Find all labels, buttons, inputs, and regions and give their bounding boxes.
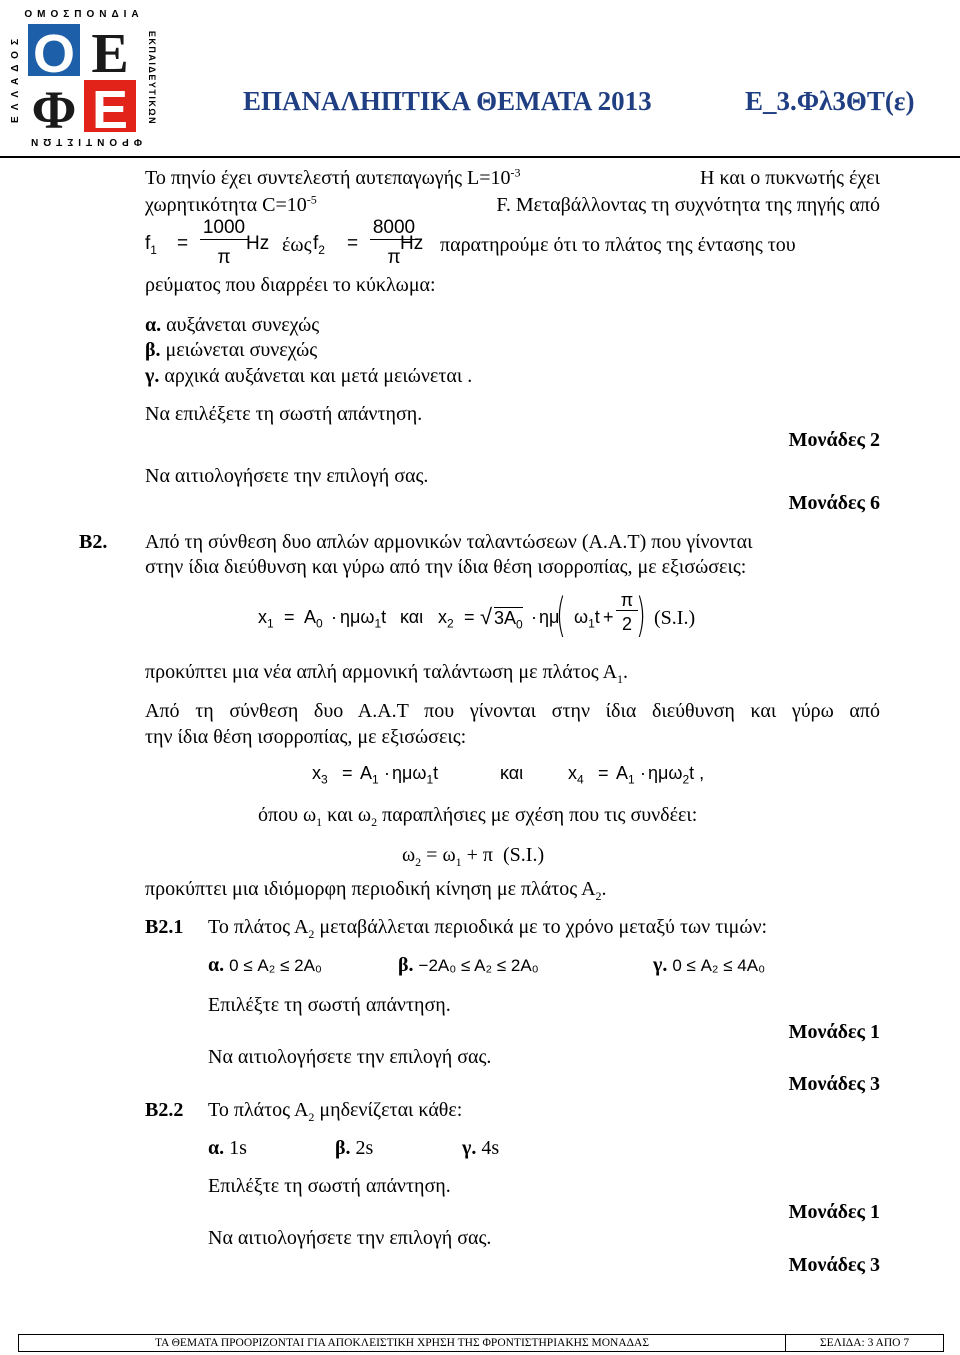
- b2-equation-2: $x_3$ = $A_1$ · ημω$_1$t και $x_4$ = $A_1$ · ημω$_2$t ,: [312, 763, 705, 787]
- footer-notice: ΤΑ ΘΕΜΑΤΑ ΠΡΟΟΡΙΖΟΝΤΑΙ ΓΙΑ ΑΠΟΚΛΕΙΣΤΙΚΗ ΧΡΗΣΗ ΤΗΣ ΦΡΟΝΤΙΣΤΗΡΙΑΚΗΣ ΜΟΝΑΔΑΣ: [19, 1335, 786, 1351]
- b21-option-c: γ. 0 ≤ A₂ ≤ 4A₀: [653, 954, 766, 976]
- p1-option-c: γ. αρχικά αυξάνεται και μετά μειώνεται .: [145, 365, 473, 387]
- p1-option-b: β. μειώνεται συνεχώς: [145, 339, 318, 361]
- b2-relation: $\omega_2 = \omega_1 + \pi$ (S.I.): [402, 844, 545, 869]
- b2-label: Β2.: [79, 531, 108, 553]
- header-rule: [0, 156, 960, 158]
- b21-option-a: α. 0 ≤ A₂ ≤ 2A₀: [208, 954, 322, 976]
- b21-label: Β2.1: [145, 916, 184, 938]
- logo-letter-e2: Ε: [91, 80, 129, 140]
- b22-units-justify: Μονάδες 3: [788, 1254, 880, 1276]
- logo-ring-left: ΕΛΛΑΔΟΣ: [10, 33, 21, 123]
- b22-choose: Επιλέξτε τη σωστή απάντηση.: [208, 1175, 451, 1197]
- b22-option-a: α. 1s: [208, 1137, 247, 1159]
- b21-units-choose: Μονάδες 1: [788, 1021, 880, 1043]
- p1-line4: ρεύματος που διαρρέει το κύκλωμα:: [145, 274, 436, 296]
- b21-choose: Επιλέξτε τη σωστή απάντηση.: [208, 994, 451, 1016]
- ofe-logo-graphic: [6, 4, 158, 152]
- p1-line1-tail: H και ο πυκνωτής έχει: [700, 167, 880, 189]
- logo-ring-top: ΟΜΟΣΠΟΝΔΙΑ: [24, 9, 144, 20]
- b22-label: Β2.2: [145, 1099, 184, 1121]
- b2-where: όπου $\omega_1$ και $\omega_2$ παραπλήσιες με σχέση που τις συνδέει:: [258, 804, 698, 829]
- p1-line1-text: Το πηνίο έχει συντελεστή αυτεπαγωγής $L=10^{-3}$: [145, 165, 521, 189]
- p1-line1: [145, 166, 880, 190]
- b2-eq1-units: (S.I.): [654, 607, 696, 629]
- footer-page-number: ΣΕΛΙΔΑ: 3 ΑΠΟ 7: [819, 1337, 910, 1349]
- p1-line2: χωρητικότητα $C=10^{-5}$ F. Μεταβάλλοντας τη συχνότητα της πηγής από: [145, 192, 880, 216]
- b2-para2-line1: Από τη σύνθεση δυο Α.Α.Τ που γίνονται στην ίδια διεύθυνση και γύρω από: [145, 700, 880, 722]
- b2-result1: προκύπτει μια νέα απλή αρμονική ταλάντωση με πλάτος $A_1$.: [145, 661, 629, 686]
- b2-intro1: Από τη σύνθεση δυο απλών αρμονικών ταλαντώσεων (Α.Α.Τ) που γίνονται: [145, 531, 753, 553]
- p1-option-a: α. αυξάνεται συνεχώς: [145, 314, 320, 336]
- header-title: ΕΠΑΝΑΛΗΠΤΙΚΑ ΘΕΜΑΤΑ 2013: [243, 86, 652, 116]
- p1-line3-tail: παρατηρούμε ότι το πλάτος της έντασης του: [440, 234, 796, 256]
- p1-choose: Να επιλέξετε τη σωστή απάντηση.: [145, 403, 423, 425]
- logo-letter-o: Ο: [32, 24, 76, 84]
- p1-justify: Να αιτιολογήσετε την επιλογή σας.: [145, 465, 429, 487]
- p1-units-choose: Μονάδες 2: [788, 429, 880, 451]
- logo-ring-bottom: ΦΡΟΝΤΙΣΤΩΝ: [26, 136, 142, 147]
- b21-justify: Να αιτιολογήσετε την επιλογή σας.: [208, 1046, 492, 1068]
- logo-ring-right: ΕΚΠΑΙΔΕΥΤΙΚΩΝ: [147, 30, 157, 126]
- b22-units-choose: Μονάδες 1: [788, 1201, 880, 1223]
- b22-option-b: β. 2s: [335, 1137, 374, 1159]
- b21-question: Το πλάτος $A_2$ μεταβάλλεται περιοδικά με το χρόνο μεταξύ των τιμών:: [208, 916, 768, 941]
- b21-units-justify: Μονάδες 3: [788, 1073, 880, 1095]
- b22-question: Το πλάτος $A_2$ μηδενίζεται κάθε:: [208, 1099, 463, 1124]
- b2-result2: προκύπτει μια ιδιόμορφη περιοδική κίνηση με πλάτος $A_2$.: [145, 878, 607, 903]
- b2-equation-1: $x_1$ = $A_0$ · ημω$_1$t και $x_2$ = √ $3A_0$ · ημ ( $\omega_1t$ + π 2 ): [258, 588, 646, 642]
- logo: [6, 4, 158, 152]
- logo-letter-e1: Ε: [91, 23, 129, 85]
- logo-letter-phi: Φ: [31, 80, 77, 140]
- footer: [18, 1334, 944, 1352]
- b21-option-b: β. −2A₀ ≤ A₂ ≤ 2A₀: [398, 954, 539, 976]
- b22-option-c: γ. 4s: [462, 1137, 500, 1159]
- b2-para2-line2: την ίδια θέση ισορροπίας, με εξισώσεις:: [145, 726, 467, 748]
- header-code: Ε_3.Φλ3ΘΤ(ε): [745, 86, 915, 116]
- b22-justify: Να αιτιολογήσετε την επιλογή σας.: [208, 1227, 492, 1249]
- b2-intro2: στην ίδια διεύθυνση και γύρω από την ίδια θέση ισορροπίας, με εξισώσεις:: [145, 556, 747, 578]
- p1-units-justify: Μονάδες 6: [788, 492, 880, 514]
